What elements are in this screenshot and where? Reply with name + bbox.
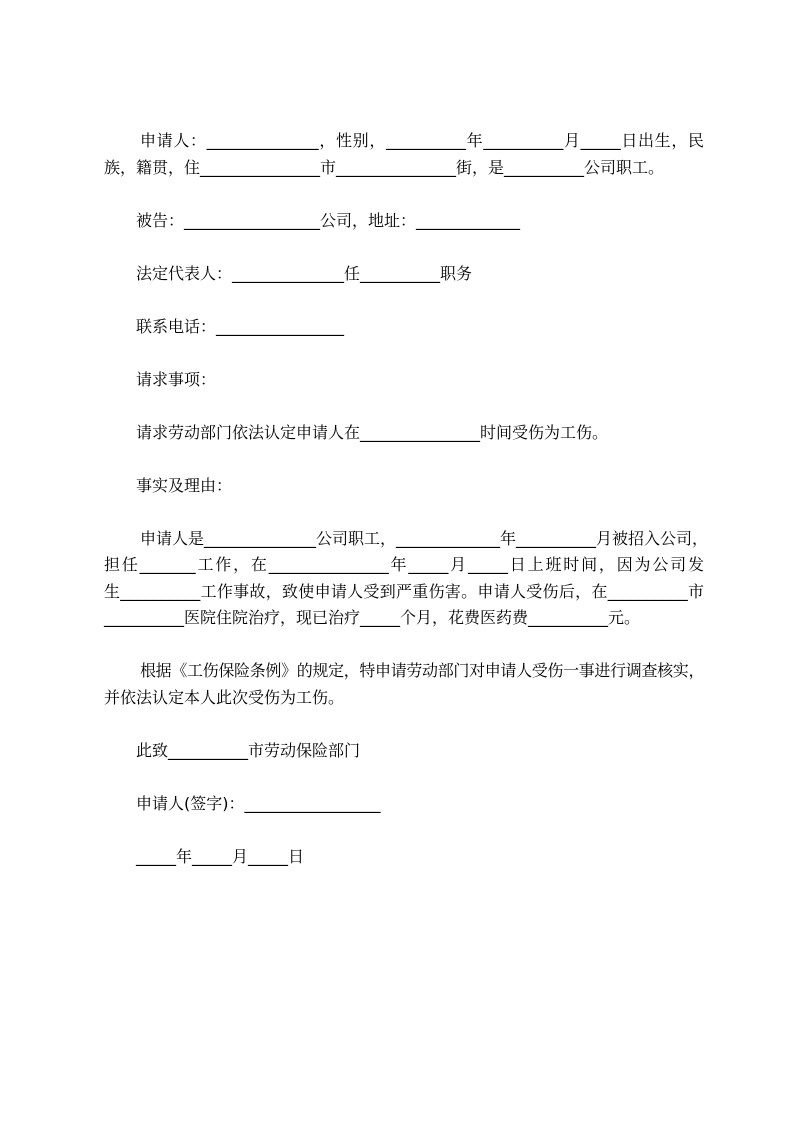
legal-representative-line: 法定代表人：______________任__________职务 (136, 263, 473, 283)
applicant-info-line-1: 申请人：______________，性别，__________年__________月_____日出生，民 (140, 131, 704, 150)
facts-content-line-2: 担任_______工作，在_______________年_____月_____日上班时间，因为公司发 (104, 555, 704, 574)
respondent-line: 被告：_________________公司，地址：_____________ (136, 210, 521, 230)
legal-basis-paragraph (104, 658, 704, 711)
contact-phone-paragraph (104, 314, 704, 341)
request-content-line: 请求劳动部门依法认定申请人在_______________时间受伤为工伤。 (136, 422, 609, 442)
document-body (104, 128, 709, 897)
legal-representative-paragraph (104, 261, 704, 288)
date-paragraph (104, 844, 704, 871)
applicant-info-paragraph (104, 128, 704, 181)
facts-content-line-1: 申请人是______________公司职工，_____________年__________月被招入公司， (140, 528, 709, 548)
salutation-paragraph (104, 738, 704, 765)
facts-content-paragraph (104, 526, 709, 632)
facts-heading-paragraph (104, 473, 704, 500)
legal-basis-line-1: 根据《工伤保险条例》的规定，特申请劳动部门对申请人受伤一事进行调查核实， (140, 661, 705, 680)
salutation-line: 此致__________市劳动保险部门 (136, 740, 361, 760)
respondent-paragraph (104, 208, 704, 235)
legal-basis-line-2: 并依法认定本人此次受伤为工伤。 (104, 687, 345, 707)
facts-content-line-4: __________医院住院治疗，现已治疗_____个月，花费医药费__________元。 (104, 608, 641, 627)
facts-heading: 事实及理由： (136, 475, 233, 495)
applicant-info-line-2: 族，籍贯，住_______________市_______________街，是__________公司职工。 (104, 157, 665, 177)
request-content-paragraph (104, 420, 704, 447)
signature-line: 申请人(签字)：_________________ (136, 793, 381, 813)
request-heading-paragraph (104, 367, 704, 394)
request-heading: 请求事项： (136, 369, 217, 389)
contact-phone-line: 联系电话：________________ (136, 316, 345, 336)
signature-date-line: _____年_____月_____日 (136, 846, 305, 866)
signature-paragraph (104, 791, 704, 818)
facts-content-line-3: 生__________工作事故，致使申请人受到严重伤害。申请人受伤后，在__________市 (104, 581, 704, 601)
